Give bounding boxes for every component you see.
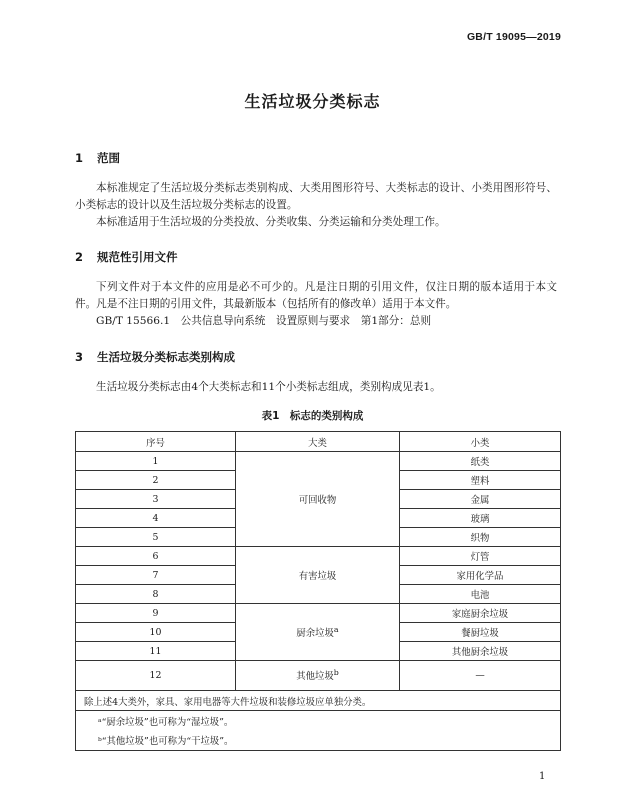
document-title: 生活垃圾分类标志 [244, 92, 381, 111]
table-note-row [76, 691, 561, 711]
section-1-heading [75, 150, 120, 166]
row-no: 7 [76, 566, 236, 585]
header-sub-category: 小类 [400, 432, 561, 452]
row-no: 8 [76, 585, 236, 604]
table-row [76, 452, 561, 471]
sub-category: 灯管 [400, 547, 561, 566]
section-2-heading [75, 249, 178, 265]
table-note: 除上述4大类外，家具、家用电器等大件垃圾和装修垃圾应单独分类。 [76, 691, 561, 711]
row-no: 5 [76, 528, 236, 547]
sub-category: 玻璃 [400, 509, 561, 528]
section-title: 范围 [97, 151, 120, 165]
sub-category: 家庭厨余垃圾 [400, 604, 561, 623]
category-table [75, 431, 561, 751]
main-category-cell: 可回收物 [236, 452, 400, 547]
sub-category: 电池 [400, 585, 561, 604]
main-category-cell [236, 604, 400, 661]
footnote-mark: b [333, 668, 339, 678]
section-title: 规范性引用文件 [97, 250, 178, 264]
sub-category: 织物 [400, 528, 561, 547]
sub-category: 其他厨余垃圾 [400, 642, 561, 661]
footnote-a: ᵃ“厨余垃圾”也可称为“湿垃圾”。 [76, 711, 561, 731]
sub-category: 塑料 [400, 471, 561, 490]
section-3-heading [75, 349, 235, 365]
main-category-cell: 有害垃圾 [236, 547, 400, 604]
sub-category: 家用化学品 [400, 566, 561, 585]
section-title: 生活垃圾分类标志类别构成 [97, 350, 235, 364]
table-title: 表1 标志的类别构成 [261, 410, 364, 422]
footnote-b: ᵇ“其他垃圾”也可称为“干垃圾”。 [76, 731, 561, 751]
sub-category: 餐厨垃圾 [400, 623, 561, 642]
section-3-paragraph-1: 生活垃圾分类标志由4个大类标志和11个小类标志组成，类别构成见表1。 [96, 381, 441, 393]
main-category-cell [236, 661, 400, 691]
row-no: 9 [76, 604, 236, 623]
sub-category: 纸类 [400, 452, 561, 471]
row-no: 10 [76, 623, 236, 642]
table-footnote-row [76, 711, 561, 731]
table-row [76, 661, 561, 691]
header-no: 序号 [76, 432, 236, 452]
footnote-mark: a [333, 624, 339, 634]
table-row [76, 547, 561, 566]
row-no: 6 [76, 547, 236, 566]
row-no: 4 [76, 509, 236, 528]
sub-category: 金属 [400, 490, 561, 509]
section-2-reference: GB/T 15566.1 公共信息导向系统 设置原则与要求 第1部分：总则 [96, 315, 432, 327]
section-1-paragraph-2: 本标准适用于生活垃圾的分类投放、分类收集、分类运输和分类处理工作。 [96, 216, 446, 228]
category-label: 其他垃圾 [296, 671, 334, 683]
standard-number: GB/T 19095—2019 [466, 31, 561, 43]
section-number: 3 [75, 350, 84, 364]
row-no: 11 [76, 642, 236, 661]
section-number: 2 [75, 250, 84, 264]
row-no: 2 [76, 471, 236, 490]
sub-category: — [400, 661, 561, 691]
section-2-paragraph-1: 下列文件对于本文件的应用是必不可少的。凡是注日期的引用文件，仅注日期的版本适用于本文件。凡是不注日期的引用文件，其最新版本（包括所有的修改单）适用于本文件。 [75, 281, 557, 310]
table-row [76, 604, 561, 623]
table-header-row [76, 432, 561, 452]
section-1-paragraph-1: 本标准规定了生活垃圾分类标志类别构成、大类用图形符号、大类标志的设计、小类用图形符号、小类标志的设计以及生活垃圾分类标志的设置。 [75, 182, 557, 211]
row-no: 1 [76, 452, 236, 471]
row-no: 12 [76, 661, 236, 691]
page-number: 1 [539, 771, 546, 782]
category-label: 厨余垃圾 [296, 628, 334, 640]
header-main-category: 大类 [236, 432, 400, 452]
section-number: 1 [75, 151, 84, 165]
table-footnote-row [76, 731, 561, 751]
row-no: 3 [76, 490, 236, 509]
